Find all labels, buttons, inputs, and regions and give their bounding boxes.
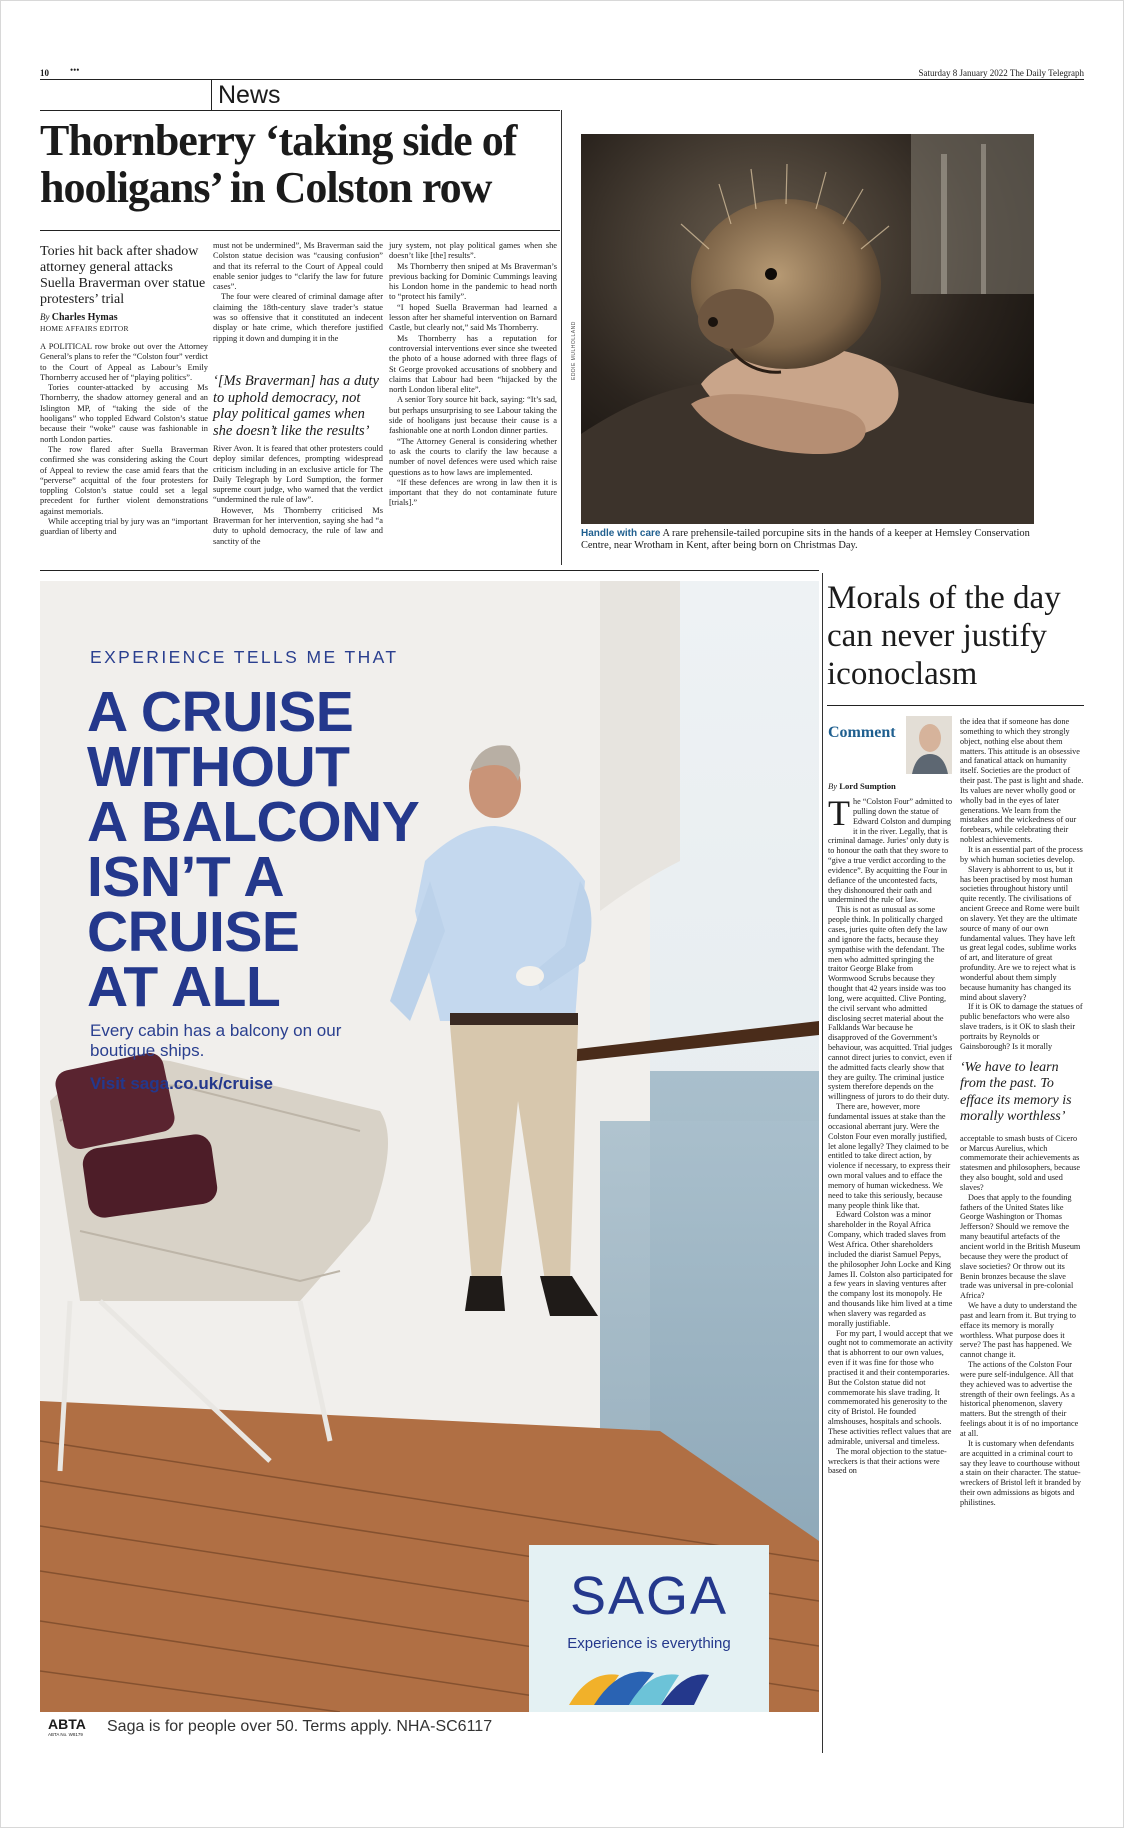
caption-lead: Handle with care [581,528,661,539]
photo-caption [581,528,1061,552]
author-photo [906,716,952,774]
section-rule [40,110,560,111]
abta-number: ABTA No. W8179 [48,1732,83,1737]
ad-headline: A CRUISE WITHOUT A BALCONY ISN’T A CRUISE AT ALL [87,680,420,1019]
caption-text: A rare prehensile-tailed porcupine sits in the hands of a keeper at Hemsley Conservation Centre, near Wrotham in Kent, after being born on Christmas Day. [581,528,1030,551]
lead-column-3 [389,241,557,509]
comment-paragraph: Edward Colston was a minor shareholder in the Royal Africa Company, which traded slaves from West Africa. Other shareholders included the diarist Samuel Pepys, the philosopher John Locke and King James II. Colston also participated for a few years in slaving ventures after the company lost its monopoly. He and thousands like him lived at a time when slavery was regarded as morally justifiable. [828,1210,953,1328]
comment-paragraph: The actions of the Colston Four were pure self-indulgence. All that they achieved was to advertise the strength of their own feelings. As a historical phenomenon, slavery matters. But the strength of their feelings about it is of no importance at all. [960,1360,1079,1438]
drop-cap: T [828,793,850,833]
comment-headline: Morals of the day can never justify iconoclasm [827,580,1061,692]
author-portrait [906,716,952,774]
ad-subline: Every cabin has a balcony on our boutique ships. [90,1021,342,1060]
page-dots: ••• [70,65,80,75]
section-label: News [211,80,281,110]
porcupine-photo [581,134,1034,524]
porcupine-illustration [581,134,1034,524]
comment-paragraph [828,793,953,905]
comment-rule [827,705,1084,706]
byline-prefix: By [40,312,50,322]
comment-pull-quote: ‘We have to learn from the past. To efface its memory is morally worthless’ [960,1059,1072,1125]
abta-logo: ABTA [48,1716,86,1732]
comment-byline-prefix: By [828,781,838,791]
comment-byline-name: Lord Sumption [839,781,896,791]
comment-paragraph: Slavery is abhorrent to us, but it has been practised by most human societies throughout history until quite recently. The civilisations of ancient Greece and Rome were built on slavery. Yet they are the ultimate source of many of our own fundamental values. They have left us great legal codes, sublime works of art, and literature of great profundity. Are we to reject what is wonderful about them simply because humanity has changed its mind about slavery? [960,864,1080,1002]
lead-byline [40,312,208,334]
lead-column-2-top [213,241,383,344]
lead-paragraph: “The Attorney General is considering whether to ask the courts to clarify the law because a number of novel defences were used which raise questions as to how laws are implemented. [389,436,557,477]
comment-paragraph: There are, however, more fundamental issues at stake than the occasional aberrant jury. Were the Colston Four even morally justified, let alone legally? They claimed to be entitled to take direct action, by violence if necessary, to express their own moral values and to efface the memory of human wickedness. We need to take this seriously, because many people think like that. [828,1102,951,1210]
comment-paragraph: It is an essential part of the process by which human societies develop. [960,844,1083,864]
comment-paragraph: We have a duty to understand the past and learn from it. But trying to efface its memory is morally worthless. What purpose does it serve? The past has happened. We cannot change it. [960,1301,1077,1360]
comment-paragraph: the idea that if someone has done something to which they strongly object, nothing else about them matters. This attitude is an obsessive and fanatical attack on humanity itself. Societies are the product of their past. The past is light and shade. Its values are never wholly good or wholly bad in the eyes of later generations. We learn from the mistakes and the wickedness of our forebears, while celebrating their noblest achievements. [960,717,1084,845]
lead-paragraph: River Avon. It is feared that other protesters could deploy similar defences, prompting widespread criticism including in an exclusive article for The Daily Telegraph by Lord Sumption, the former supreme court judge, who warned that the verdict “undermined the rule of law”. [213,444,383,505]
lead-paragraph: Ms Thornberry then sniped at Ms Braverman’s previous backing for Dominic Cummings leaving his London home in the pandemic to head north to “protect his family”. [389,261,557,302]
lead-paragraph: jury system, not play political games when she doesn’t like [the] results”. [389,241,557,261]
lead-column-1 [40,342,208,538]
advert-terms: Saga is for people over 50. Terms apply. NHA-SC6117 [107,1718,493,1735]
standfirst: Tories hit back after shadow attorney general attacks Suella Braverman over statue protesters’ trial [40,244,206,307]
comment-column-2 [960,717,1084,1508]
comment-paragraph: This is not as unusual as some people think. In politically charged cases, juries quite often defy the law and ignore the facts, because they sympathise with the defendant. The men who admitted springing the traitor George Blake from Wormwood Scrubs because they thought that 42 years inside was too long, were acquitted. Clive Ponting, the civil servant who admitted disclosing secret material about the Falklands War because he disapproved of the Government’s behaviour, was acquitted. Trial judges cannot direct juries to convict, even if the admitted facts clearly show that they are guilty. The criminal justice system therefore depends on the willingness of jurors to do their duty. [828,905,953,1102]
headline-rule [40,230,560,231]
saga-advert [40,581,819,1712]
lead-paragraph: A POLITICAL row broke out over the Attorney General’s plans to refer the “Colston four” verdict to the Court of Appeal as Labour’s Emily Thornberry accused her of “playing politics”. [40,342,208,382]
comment-column-1 [828,793,953,1476]
comment-byline [828,781,896,791]
advert-footer [40,1712,819,1740]
lead-paragraph: “I hoped Suella Braverman had learned a lesson after her shameful intervention on Barnard Castle, but clearly not,” said Ms Thornberry. [389,302,557,333]
comment-paragraph: If it is OK to damage the statues of public benefactors who were also slave traders, is it OK to slash their portraits by Reynolds or Gainsborough? Is it morally [960,1002,1083,1051]
lead-paragraph: A senior Tory source hit back, saying: “It’s sad, but perhaps unsurprising to see Labour taking the side of hooligans just because their cause is a fashionable one at north London dinner parties. [389,395,557,436]
lead-paragraph: The row flared after Suella Braverman confirmed she was considering asking the Court of Appeal to review the case amid fears that the “perverse” acquittal of the four protesters for toppling Colston’s statue could set a legal precedent for further violent demonstrations against memorials. [40,444,208,516]
lead-paragraph: The four were cleared of criminal damage after claiming the 18th-century slave trader’s statue was so offensive that it constituted an indecent display or hate crime, which therefore justified ripping it down and dumping it in the [213,292,383,343]
lead-paragraph: must not be undermined”, Ms Braverman said the Colston statue decision was “causing confusion” and that its referral to the Court of Appeal could enable senior judges to “clarify the law for future cases”. [213,241,383,292]
page-number: 10 [40,68,49,78]
lead-paragraph: While accepting trial by jury was an “important guardian of liberty and [40,517,208,537]
comment-paragraph: It is customary when defendants are acquitted in a criminal court to say they leave to courthouse without a stain on their character. The statue-wreckers of Bristol left it branded by their own admissions as bigots and philistines. [960,1438,1081,1507]
saga-wave-graphic [569,1665,729,1705]
saga-tagline: Experience is everything [567,1635,731,1652]
lead-pull-quote: ‘[Ms Braverman] has a duty to uphold democracy, not play political games when she doesn’t like the results’ [213,373,379,439]
byline-name: Charles Hymas [51,312,118,323]
lead-paragraph: Tories counter-attacked by accusing Ms Thornberry, the shadow attorney general and an Islington MP, of “taking the side of the hooligans” who toppled Edward Colston’s statue because their “woke” cause was fashionable in north London parties. [40,383,208,444]
ad-eyebrow: EXPERIENCE TELLS ME THAT [90,647,399,667]
comment-label: Comment [828,724,896,741]
date-line: Saturday 8 January 2022 The Daily Telegraph [918,68,1084,78]
byline-role: HOME AFFAIRS EDITOR [40,324,129,333]
comment-paragraph: acceptable to smash busts of Cicero or Marcus Aurelius, which commemorate their achievements as statesmen and philosophers, because they also bought, sold and used slaves? [960,1133,1081,1192]
comment-paragraph: For my part, I would accept that we ought not to commemorate an activity that is abhorrent to our own values, even if it was fine for those who practised it and their contemporaries. But the Colston statue did not commemorate his slave trading. It commemorated his generosity to the city of Bristol. He founded almshouses, hospitals and schools. These activities reflect values that are admirable, universal and timeless. [828,1328,953,1446]
photo-credit: EDDIE MULHOLLAND [571,321,577,380]
lead-paragraph: However, Ms Thornberry criticised Ms Braverman for her intervention, saying she had “a duty to uphold democracy, the rule of law and sanctity of the [213,505,383,546]
lead-headline: Thornberry ‘taking side of hooligans’ in Colston row [40,116,517,212]
column-divider [561,110,562,565]
lead-paragraph: “If these defences are wrong in law then it is important that they do not contaminate future [trials].” [389,477,557,508]
comment-paragraph: Does that apply to the founding fathers of the United States like George Washington or Thomas Jefferson? Should we remove the many beautiful artefacts of the ancient world in the British Museum because they were the product of slave societies? Or throw out its Benin bronzes because the slave trade was universal in pre-colonial Africa? [960,1192,1081,1301]
saga-logo-box [529,1545,769,1712]
comment-paragraph-text: he “Colston Four” admitted to pulling down the statue of Edward Colston and dumping it in the river. Legally, that is criminal damage. Juries’ only duty is to honour the oath that they swore to “give a true verdict according to the evidence”. By acquitting the Four in defiance of the uncontested facts, they dishonoured their oath and undermined the rule of law. [828,797,953,905]
comment-divider [822,573,823,1753]
ad-top-rule [40,570,819,571]
ad-url-link[interactable]: Visit saga.co.uk/cruise [90,1074,273,1093]
comment-paragraph: The moral objection to the statue-wreckers is that their actions were based on [828,1446,947,1476]
saga-logo: SAGA [569,1566,729,1626]
lead-column-2-bottom [213,444,383,547]
lead-paragraph: Ms Thornberry has a reputation for controversial interventions ever since she tweeted the photo of a house adorned with three flags of St George provoked accusations of snobbery and claims that Labour had been “hijacked by the north London liberal elite”. [389,333,557,395]
masthead-rule [40,79,1084,80]
